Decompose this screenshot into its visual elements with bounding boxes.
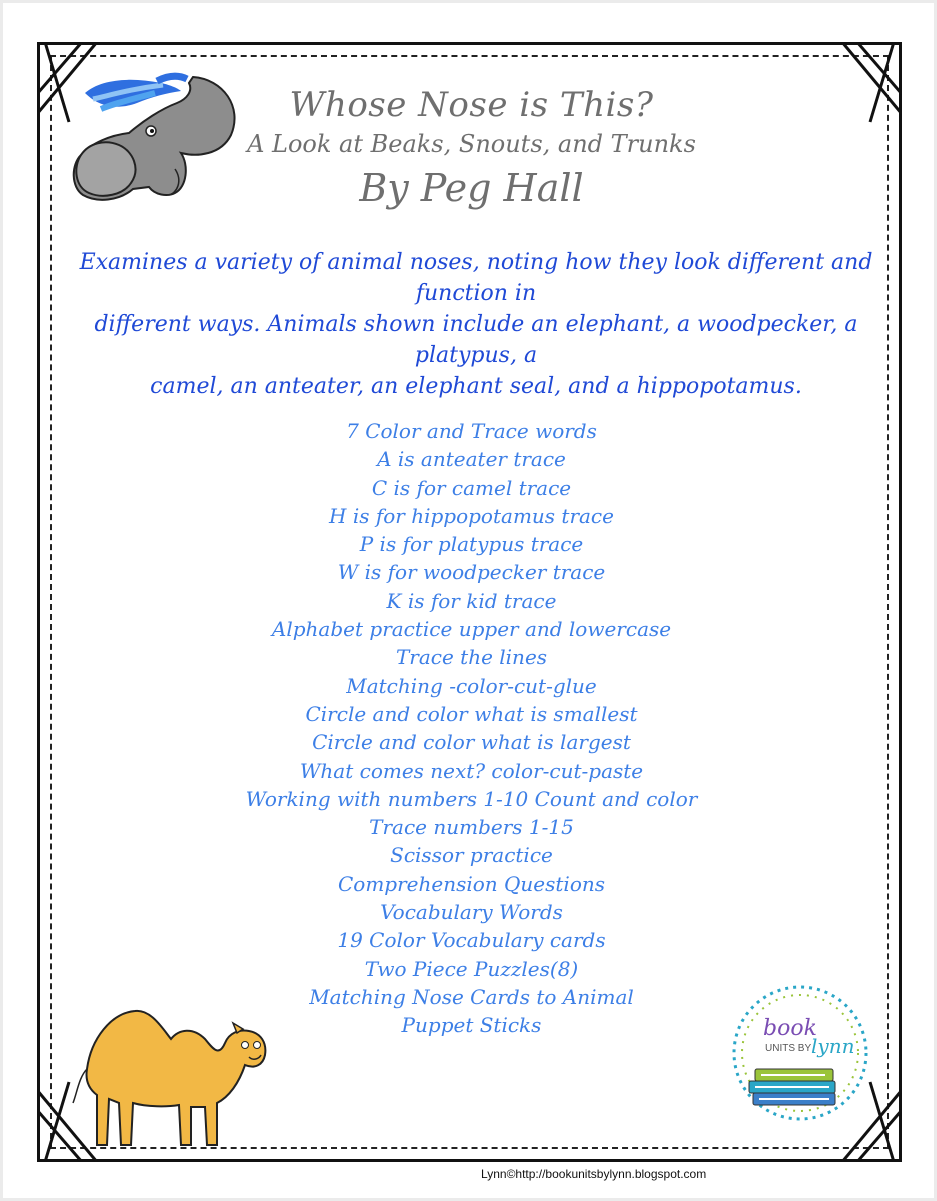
book-title: Whose Nose is This? xyxy=(289,85,654,125)
list-item: Circle and color what is largest xyxy=(312,730,631,755)
list-item: Alphabet practice upper and lowercase xyxy=(271,617,672,642)
list-item: K is for kid trace xyxy=(386,588,557,613)
list-item: Trace the lines xyxy=(395,645,548,670)
list-item: 7 Color and Trace words xyxy=(346,419,597,443)
list-item: C is for camel trace xyxy=(371,475,572,500)
list-item: P is for platypus trace xyxy=(359,532,584,557)
list-item: Comprehension Questions xyxy=(337,871,606,896)
camel-illustration xyxy=(67,999,277,1149)
logo-units-text: UNITS BY xyxy=(765,1043,812,1054)
book-subtitle: A Look at Beaks, Snouts, and Trunks xyxy=(247,130,696,158)
list-item: Puppet Sticks xyxy=(401,1013,542,1038)
list-item: Vocabulary Words xyxy=(380,900,563,925)
book-summary xyxy=(61,247,891,402)
list-item: Matching Nose Cards to Animal xyxy=(309,984,634,1009)
list-item: H is for hippopotamus trace xyxy=(329,503,614,528)
list-item: What comes next? color-cut-paste xyxy=(299,758,644,783)
list-item: 19 Color Vocabulary cards xyxy=(337,928,606,953)
list-item: Two Piece Puzzles(8) xyxy=(364,956,579,981)
document-page xyxy=(3,3,934,1198)
activity-list xyxy=(3,417,937,1040)
list-item: W is for woodpecker trace xyxy=(337,560,606,585)
list-item: A is anteater trace xyxy=(377,447,566,472)
list-item: Trace numbers 1-15 xyxy=(369,815,574,840)
list-item: Circle and color what is smallest xyxy=(305,701,638,726)
logo-book-text: book xyxy=(763,1016,817,1041)
logo-lynn-text: lynn xyxy=(811,1034,855,1058)
book-author: By Peg Hall xyxy=(359,166,584,210)
summary-line: camel, an anteater, an elephant seal, and a hippopotamus. xyxy=(150,374,802,399)
list-item: Working with numbers 1-10 Count and color xyxy=(245,786,698,811)
book-units-by-lynn-logo xyxy=(725,977,875,1137)
list-item: Matching -color-cut-glue xyxy=(346,673,597,698)
summary-line: different ways. Animals shown include an elephant, a woodpecker, a platypus, a xyxy=(94,312,858,368)
summary-line: Examines a variety of animal noses, noting how they look different and function in xyxy=(79,250,873,306)
list-item: Scissor practice xyxy=(390,843,553,868)
footer-credit: Lynn©http://bookunitsbylynn.blogspot.com xyxy=(481,1167,707,1181)
